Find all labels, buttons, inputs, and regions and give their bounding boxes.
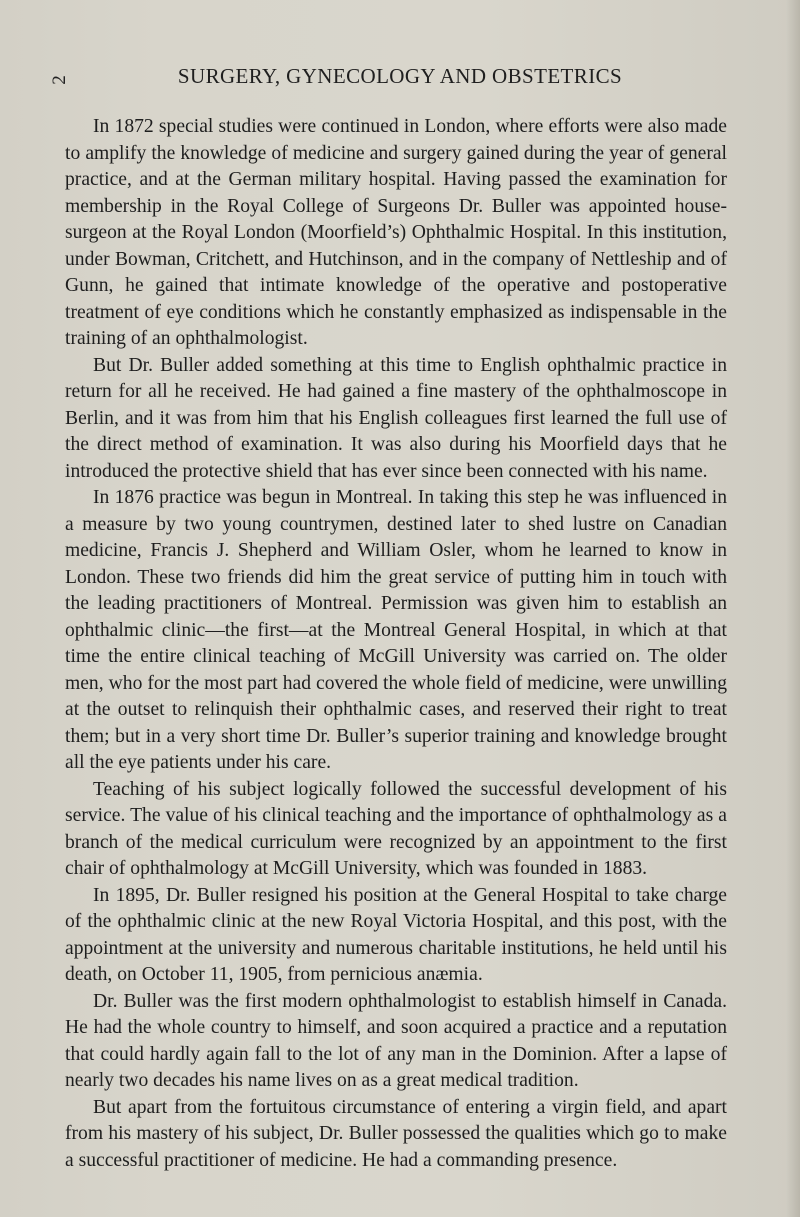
paragraph: In 1876 practice was begun in Montreal. In taking this step he was influenced in a measure by two young countrymen, destined later to shed lustre on Canadian medicine, Francis J. Shepherd and William Osler, whom he learned to know in London. These two friends did him the great service of putting him in touch with the leading practitioners of Montreal. Permission was given him to establish an ophthalmic clinic—the first—at the Montreal General Hospital, in which at that time the entire clinical teaching of McGill University was carried on. The older men, who for the most part had covered the whole field of medicine, were unwilling at the outset to relinquish their ophthalmic cases, and reserved their right to treat them; but in a very short time Dr. Buller’s superior training and knowledge brought all the eye patients under his care. — [65, 487, 727, 773]
running-head: SURGERY, GYNECOLOGY AND OBSTETRICS — [177, 64, 623, 88]
paragraph: In 1895, Dr. Buller resigned his position at the General Hospital to take charge of the ophthalmic clinic at the new Royal Victoria Hospital, and this post, with the appointment at the university and numerous charitable institutions, he held until his death, on October 11, 1905, from pernicious anæmia. — [65, 884, 727, 985]
paragraph: But apart from the fortuitous circumstance of entering a virgin field, and apart from his mastery of his subject, Dr. Buller possessed the qualities which go to make a successful practitioner of medicine. He had a commanding presence. — [65, 1096, 727, 1171]
paragraph: Dr. Buller was the first modern ophthalmologist to establish himself in Canada. He had the whole country to himself, and soon acquired a practice and a reputation that could hardly again fall to the lot of any man in the Dominion. After a lapse of nearly two decades his name lives on as a great medical tradition. — [65, 990, 727, 1091]
paragraph: In 1872 special studies were continued in London, where efforts were also made to amplify the knowledge of medicine and surgery gained during the year of general practice, and at the German military hospital. Having passed the examination for membership in the Royal College of Surgeons Dr. Buller was appointed house-surgeon at the Royal London (Moorfield’s) Ophthalmic Hospital. In this institution, under Bowman, Critchett, and Hutchinson, and in the company of Nettleship and of Gunn, he gained that intimate knowledge of the operative and postoperative treatment of eye conditions which he constantly emphasized as indispensable in the training of an ophthalmologist. — [65, 116, 727, 349]
paragraph: But Dr. Buller added something at this time to English ophthalmic practice in return for all he received. He had gained a fine mastery of the ophthalmoscope in Berlin, and it was from him that his English colleagues first learned the full use of the direct method of examination. It was also during his Moorfield days that he introduced the protective shield that has ever since been connected with his name. — [65, 354, 727, 482]
body-text — [65, 114, 727, 1174]
page-number: 2 — [48, 75, 70, 85]
paragraph: Teaching of his subject logically followed the successful development of his service. The value of his clinical teaching and the importance of ophthalmology as a branch of the medical curriculum were recognized by an appointment to the first chair of ophthalmology at McGill University, which was founded in 1883. — [65, 778, 727, 879]
page-edge-shadow — [786, 0, 800, 1217]
